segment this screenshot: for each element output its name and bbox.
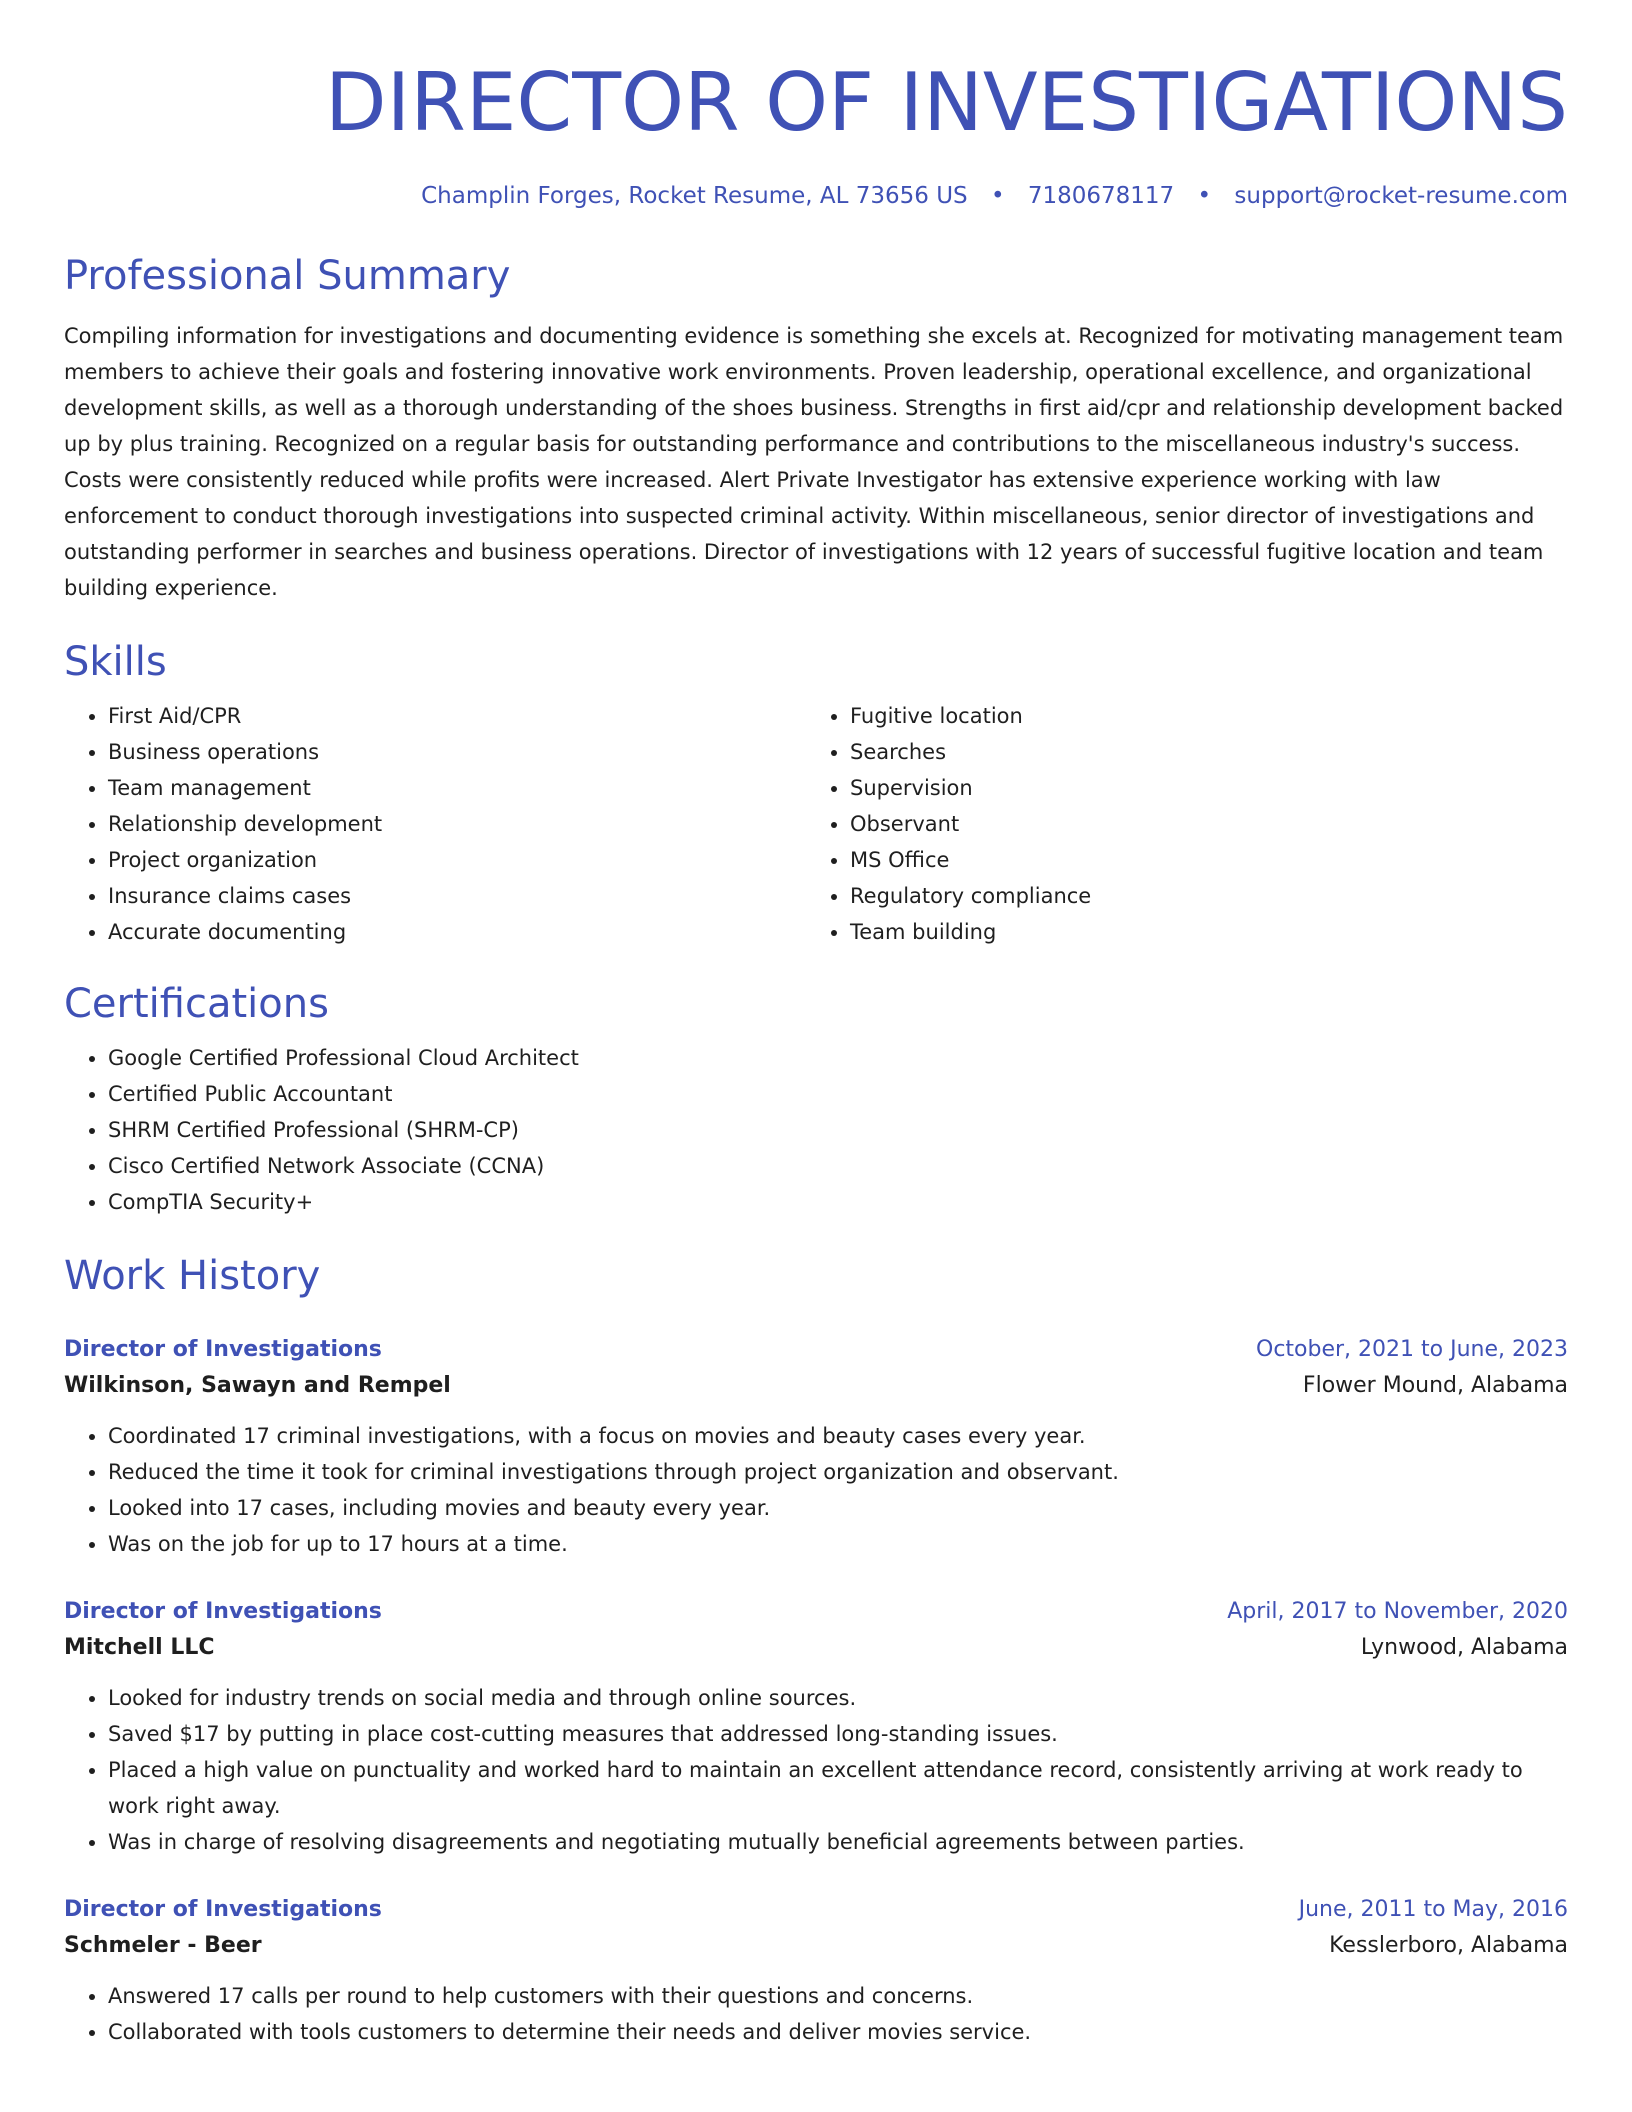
- certification-item: • SHRM Certified Professional (SHRM-CP): [108, 1112, 1568, 1148]
- summary-text: Compiling information for investigations and documenting evidence is something she excels at. Recognized for motivating management team members to achieve their goals and fostering innovative work environments. Proven leadership, operational excellence, and organizational development skills, as well as a thorough understanding of the shoes business. Strengths in first aid/cpr and relationship development backed up by plus training. Recognized on a regular basis for outstanding performance and contributions to the miscellaneous industry's success. Costs were consistently reduced while profits were increased. Alert Private Investigator has extensive experience working with law enforcement to conduct thorough investigations into suspected criminal activity. Within miscellaneous, senior director of investigations and outstanding performer in searches and business operations. Director of investigations with 12 years of successful fugitive location and team building experience.: [64, 324, 1564, 600]
- job-entry: [64, 1894, 1568, 2050]
- job-bullet: • Looked for industry trends on social media and through online sources.: [108, 1680, 1568, 1716]
- job-bullets: [64, 1418, 1568, 1562]
- work-history-section: [64, 1252, 1568, 2050]
- skills-list-left: [64, 698, 806, 950]
- summary-section: [64, 252, 1568, 606]
- skill-item: • Observant: [850, 806, 1548, 842]
- job-dates: October, 2021 to June, 2023: [1256, 1337, 1568, 1362]
- job-location: Flower Mound, Alabama: [1302, 1373, 1568, 1398]
- job-bullet: • Reduced the time it took for criminal investigations through project organization and observant.: [108, 1454, 1568, 1490]
- job-bullet: • Coordinated 17 criminal investigations, with a focus on movies and beauty cases every year.: [108, 1418, 1568, 1454]
- job-title: Director of Investigations: [64, 1337, 382, 1362]
- contact-phone[interactable]: 7180678117: [1027, 183, 1175, 209]
- job-bullet: • Looked into 17 cases, including movies and beauty every year.: [108, 1490, 1568, 1526]
- job-company: Schmeler - Beer: [64, 1933, 262, 1958]
- contact-address: Champlin Forges, Rocket Resume, AL 73656 US: [421, 183, 968, 209]
- skills-list-right: [806, 698, 1548, 950]
- section-title-skills: Skills: [64, 639, 167, 685]
- skill-item: • Accurate documenting: [108, 914, 806, 950]
- job-location: Lynwood, Alabama: [1360, 1635, 1568, 1660]
- job-bullet: • Answered 17 calls per round to help customers with their questions and concerns.: [108, 1978, 1568, 2014]
- jobs-list: [64, 1334, 1568, 2050]
- job-company: Wilkinson, Sawayn and Rempel: [64, 1373, 451, 1398]
- job-entry: [64, 1596, 1568, 1860]
- job-title-row: [64, 1596, 1568, 1628]
- contact-separator: •: [990, 183, 1005, 209]
- skill-item: • Fugitive location: [850, 698, 1548, 734]
- job-company-row: [64, 1930, 1568, 1962]
- skill-item: • Project organization: [108, 842, 806, 878]
- skill-item: • Team management: [108, 770, 806, 806]
- section-title-work-history: Work History: [64, 1253, 321, 1299]
- job-location: Kesslerboro, Alabama: [1329, 1933, 1568, 1958]
- job-dates: June, 2011 to May, 2016: [1298, 1897, 1568, 1922]
- section-title-summary: Professional Summary: [64, 253, 511, 299]
- skill-item: • Insurance claims cases: [108, 878, 806, 914]
- job-bullet: • Was in charge of resolving disagreements and negotiating mutually beneficial agreements between parties.: [108, 1824, 1568, 1860]
- section-title-certifications: Certifications: [64, 981, 329, 1027]
- job-title-row: [64, 1334, 1568, 1366]
- skills-section: [64, 638, 1568, 950]
- resume-header: [64, 0, 1568, 210]
- job-company-row: [64, 1632, 1568, 1664]
- certification-item: • Google Certified Professional Cloud Architect: [108, 1040, 1568, 1076]
- certification-item: • Certified Public Accountant: [108, 1076, 1568, 1112]
- job-bullet: • Collaborated with tools customers to determine their needs and deliver movies service.: [108, 2014, 1568, 2050]
- job-bullet: • Placed a high value on punctuality and worked hard to maintain an excellent attendance record, consistently arriving at work ready to work right away.: [108, 1752, 1568, 1824]
- skill-item: • Business operations: [108, 734, 806, 770]
- skills-column-left: [64, 698, 806, 950]
- job-title-row: [64, 1894, 1568, 1926]
- certifications-section: [64, 980, 1568, 1220]
- job-bullet: • Was on the job for up to 17 hours at a time.: [108, 1526, 1568, 1562]
- job-dates: April, 2017 to November, 2020: [1227, 1599, 1568, 1624]
- contact-line: [64, 182, 1568, 210]
- skill-item: • Team building: [850, 914, 1548, 950]
- skills-column-right: [806, 698, 1548, 950]
- job-bullets: [64, 1680, 1568, 1860]
- job-bullets: [64, 1978, 1568, 2050]
- certifications-list: [64, 1040, 1568, 1220]
- skill-item: • Regulatory compliance: [850, 878, 1548, 914]
- certification-item: • CompTIA Security+: [108, 1184, 1568, 1220]
- skill-item: • Searches: [850, 734, 1548, 770]
- job-title: Director of Investigations: [64, 1599, 382, 1624]
- job-company-row: [64, 1370, 1568, 1402]
- contact-email[interactable]: support@rocket-resume.com: [1234, 183, 1568, 209]
- resume-name: DIRECTOR OF INVESTIGATIONS: [325, 56, 1568, 149]
- contact-separator: •: [1197, 183, 1212, 209]
- certification-item: • Cisco Certified Network Associate (CCNA): [108, 1148, 1568, 1184]
- job-bullet: • Saved $17 by putting in place cost-cutting measures that addressed long-standing issues.: [108, 1716, 1568, 1752]
- job-title: Director of Investigations: [64, 1897, 382, 1922]
- skill-item: • Relationship development: [108, 806, 806, 842]
- skill-item: • First Aid/CPR: [108, 698, 806, 734]
- skill-item: • MS Office: [850, 842, 1548, 878]
- skill-item: • Supervision: [850, 770, 1548, 806]
- skills-columns: [64, 698, 1568, 950]
- job-company: Mitchell LLC: [64, 1635, 215, 1660]
- job-entry: [64, 1334, 1568, 1562]
